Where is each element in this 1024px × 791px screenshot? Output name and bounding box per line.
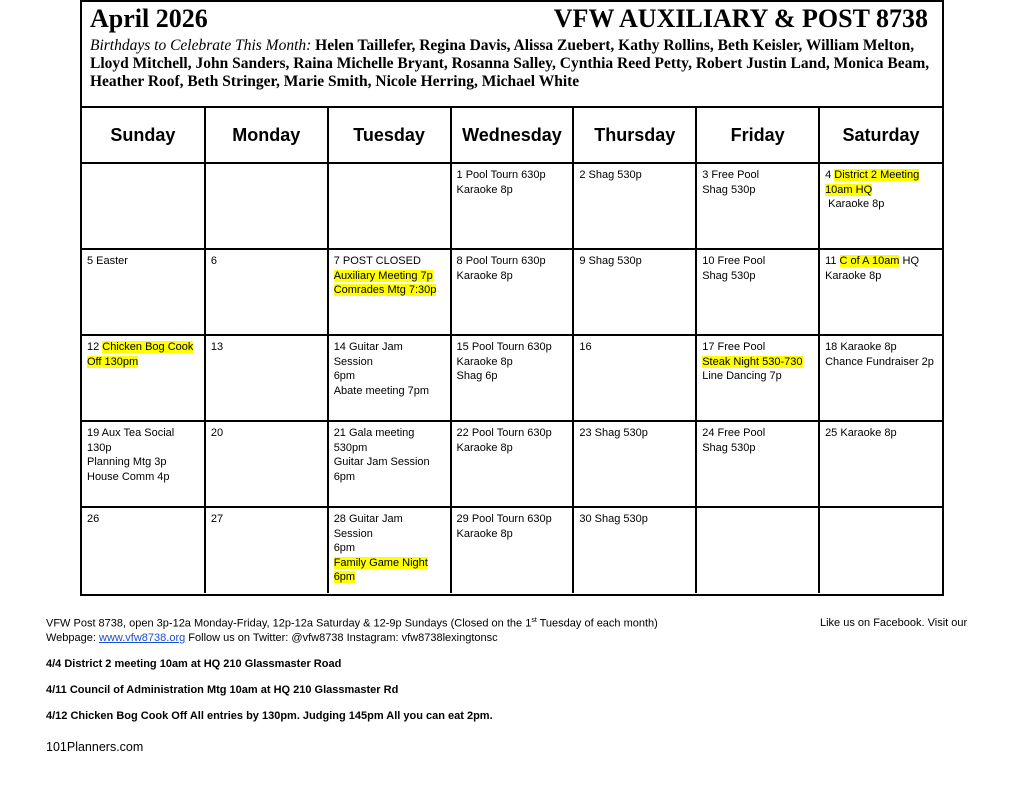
day-cell <box>328 163 451 249</box>
highlighted-event: C of A 10am <box>839 255 900 267</box>
event-text: 22 Pool Tourn 630p <box>456 427 552 439</box>
event-text: Karaoke 8p <box>456 269 513 282</box>
highlighted-event: 10am HQ <box>825 183 873 196</box>
credit-text: 101Planners.com <box>46 740 144 754</box>
day-cell <box>451 335 574 421</box>
event-line <box>334 455 445 470</box>
day-cell <box>451 163 574 249</box>
event-line <box>457 527 568 542</box>
event-text: 30 Shag 530p <box>579 513 648 525</box>
day-cell <box>819 249 942 335</box>
event-line <box>457 340 568 355</box>
day-cell <box>205 249 328 335</box>
event-text: 19 Aux Tea Social 130p <box>87 427 178 454</box>
event-text: Shag 6p <box>456 370 498 382</box>
event-line <box>87 340 199 355</box>
event-text: Chance Fundraiser 2p <box>825 355 934 368</box>
event-text: 2 Shag 530p <box>579 169 642 181</box>
day-cell <box>328 335 451 421</box>
event-text: 6pm <box>333 542 356 554</box>
highlighted-event: Steak Night 530-730 <box>702 355 803 368</box>
event-text: 1 Pool Tourn 630p <box>456 169 546 181</box>
event-line <box>457 254 568 269</box>
calendar <box>80 0 944 596</box>
event-text: 27 <box>210 513 224 525</box>
event-line <box>334 556 445 571</box>
event-line <box>334 384 445 399</box>
day-cell <box>573 249 696 335</box>
event-text: 13 <box>210 341 224 353</box>
note-chicken-bog: 4/12 Chicken Bog Cook Off All entries by 130pm. Judging 145pm All you can eat 2pm. <box>46 710 493 722</box>
event-line <box>825 355 937 370</box>
event-line <box>457 369 568 384</box>
event-line <box>825 340 937 355</box>
highlighted-event: 6pm <box>333 571 356 583</box>
day-cell <box>819 507 942 593</box>
day-cell <box>696 249 819 335</box>
event-line <box>579 168 690 183</box>
weekday-friday: Friday <box>696 108 819 163</box>
event-line <box>702 183 813 198</box>
day-cell <box>819 421 942 507</box>
event-line <box>457 426 568 441</box>
event-text: Shag 530p <box>702 269 756 282</box>
week-row <box>82 163 942 249</box>
event-text: 6pm <box>333 470 356 483</box>
event-line <box>825 197 937 212</box>
event-line <box>334 283 445 298</box>
event-line <box>702 441 813 456</box>
event-text: 23 Shag 530p <box>579 427 648 439</box>
day-cell <box>696 421 819 507</box>
event-line <box>334 570 445 585</box>
event-line <box>702 340 813 355</box>
event-text: Shag 530p <box>702 441 756 454</box>
event-text: 14 Guitar Jam Session <box>333 341 406 368</box>
weekday-header-row <box>82 108 942 163</box>
event-text: Karaoke 8p <box>456 183 513 196</box>
event-line <box>825 269 937 284</box>
event-line <box>334 441 445 456</box>
event-line <box>334 269 445 284</box>
facebook-text: Like us on Facebook. Visit our <box>820 617 968 629</box>
day-cell <box>205 335 328 421</box>
event-line <box>825 426 937 441</box>
webpage-link[interactable]: www.vfw8738.org <box>99 632 186 644</box>
birthday-list <box>90 37 940 91</box>
highlighted-event: Auxiliary Meeting 7p <box>333 269 433 282</box>
note-district-meeting: 4/4 District 2 meeting 10am at HQ 210 Glassmaster Road <box>46 658 342 670</box>
day-cell <box>328 249 451 335</box>
hours-text-b: Tuesday of each month) <box>536 617 658 630</box>
day-cell <box>451 507 574 593</box>
event-line <box>457 512 568 527</box>
day-cell <box>573 507 696 593</box>
event-line <box>579 340 690 355</box>
event-text: 10 Free Pool <box>702 255 766 267</box>
month-title: April 2026 <box>90 4 208 33</box>
event-text: 5 Easter <box>87 255 128 267</box>
event-line <box>702 426 813 441</box>
event-line <box>702 269 813 284</box>
event-text: Karaoke 8p <box>456 441 513 454</box>
webpage-label: Webpage: <box>46 632 100 644</box>
event-text: 6 <box>210 255 217 267</box>
event-line <box>457 355 568 370</box>
event-text: 4 <box>825 169 835 181</box>
event-line <box>334 541 445 556</box>
week-row <box>82 507 942 593</box>
highlighted-event: Chicken Bog Cook <box>102 341 194 353</box>
event-line <box>334 426 445 441</box>
social-text: Follow us on Twitter: @vfw8738 Instagram: vfw8738lexingtonsc <box>185 632 498 644</box>
event-line <box>825 168 937 183</box>
event-text: 8 Pool Tourn 630p <box>456 255 546 267</box>
hours-text-a: VFW Post 8738, open 3p-12a Monday-Friday, 12p-12a Saturday & 12-9p Sundays (Closed on the 1 <box>46 617 532 630</box>
calendar-grid <box>82 108 942 593</box>
birthday-label: Birthdays to Celebrate This Month: <box>90 37 312 54</box>
event-line <box>87 355 199 370</box>
event-line <box>702 254 813 269</box>
event-line <box>334 512 445 541</box>
day-cell <box>573 163 696 249</box>
event-line <box>579 254 690 269</box>
highlighted-event: Family Game Night <box>333 556 428 569</box>
event-line <box>211 254 322 269</box>
day-cell <box>573 421 696 507</box>
day-cell <box>205 507 328 593</box>
event-line <box>457 441 568 456</box>
event-text: Guitar Jam Session <box>333 456 430 468</box>
event-line <box>457 183 568 198</box>
day-cell <box>82 507 205 593</box>
event-line <box>211 340 322 355</box>
weekday-tuesday: Tuesday <box>328 108 451 163</box>
event-line <box>334 369 445 384</box>
event-text: 25 Karaoke 8p <box>825 427 897 439</box>
event-text: Shag 530p <box>702 183 756 196</box>
event-text: 15 Pool Tourn 630p <box>456 341 552 353</box>
event-line <box>579 512 690 527</box>
event-text: Abate meeting 7pm <box>333 384 430 397</box>
note-council-meeting: 4/11 Council of Administration Mtg 10am at HQ 210 Glassmaster Rd <box>46 684 399 696</box>
event-text: 3 Free Pool <box>702 169 760 181</box>
highlighted-event: Comrades Mtg 7:30p <box>333 284 437 296</box>
hours-text-sup: st <box>531 617 537 624</box>
day-cell <box>82 163 205 249</box>
event-text: 24 Free Pool <box>702 427 766 439</box>
event-text: Line Dancing 7p <box>702 370 782 382</box>
weekday-saturday: Saturday <box>819 108 942 163</box>
day-cell <box>205 421 328 507</box>
day-cell <box>328 421 451 507</box>
event-text: 12 <box>87 341 103 353</box>
event-line <box>211 426 322 441</box>
calendar-header <box>82 2 942 108</box>
event-text: HQ <box>899 255 920 267</box>
day-cell <box>819 163 942 249</box>
birthday-names: Helen Taillefer, Regina Davis, Alissa Zuebert, Kathy Rollins, Beth Keisler, William Melton, Lloyd Mitchell, John Sanders, Raina Michelle Bryant, Rosanna Salley, Cynthia Reed Petty, Robert Justin Land, Monica Beam, Heather Roof, Beth Stringer, Marie Smith, Nicole Herring, Michael White <box>90 37 930 90</box>
event-line <box>457 269 568 284</box>
event-text: Planning Mtg 3p <box>87 456 167 468</box>
organization-title: VFW AUXILIARY & POST 8738 <box>553 4 928 33</box>
event-text: Karaoke 8p <box>456 527 513 540</box>
event-text: Karaoke 8p <box>825 198 885 210</box>
event-line <box>702 369 813 384</box>
day-cell <box>573 335 696 421</box>
webpage-line <box>46 632 498 644</box>
event-text: 9 Shag 530p <box>579 255 642 267</box>
event-line <box>702 168 813 183</box>
event-text: 29 Pool Tourn 630p <box>456 513 552 525</box>
week-row <box>82 335 942 421</box>
day-cell <box>328 507 451 593</box>
week-row <box>82 421 942 507</box>
day-cell <box>696 163 819 249</box>
day-cell <box>205 163 328 249</box>
event-line <box>87 254 199 269</box>
event-line <box>825 254 937 269</box>
day-cell <box>451 249 574 335</box>
event-line <box>579 426 690 441</box>
event-text: 16 <box>579 341 592 353</box>
day-cell <box>451 421 574 507</box>
highlighted-event: District 2 Meeting <box>834 169 920 181</box>
event-text: 28 Guitar Jam Session <box>333 513 406 540</box>
event-text: Karaoke 8p <box>456 355 513 368</box>
event-text: 11 <box>825 255 840 267</box>
event-line <box>334 340 445 369</box>
day-cell <box>82 249 205 335</box>
event-text: 21 Gala meeting <box>333 427 415 439</box>
week-row <box>82 249 942 335</box>
event-line <box>87 455 199 470</box>
event-line <box>334 254 445 269</box>
event-text: Karaoke 8p <box>825 269 882 282</box>
event-text: 17 Free Pool <box>702 341 766 353</box>
event-text: 6pm <box>333 370 356 382</box>
event-text: 26 <box>87 513 100 525</box>
weekday-monday: Monday <box>205 108 328 163</box>
event-line <box>457 168 568 183</box>
weekday-wednesday: Wednesday <box>451 108 574 163</box>
event-line <box>87 426 199 455</box>
day-cell <box>696 335 819 421</box>
weekday-thursday: Thursday <box>573 108 696 163</box>
day-cell <box>82 335 205 421</box>
event-text: 18 Karaoke 8p <box>825 341 897 353</box>
event-text: 7 POST CLOSED <box>333 255 421 267</box>
event-line <box>211 512 322 527</box>
weekday-sunday: Sunday <box>82 108 205 163</box>
day-cell <box>819 335 942 421</box>
event-line <box>87 470 199 485</box>
hours-text <box>46 617 658 630</box>
event-line <box>87 512 199 527</box>
event-line <box>334 470 445 485</box>
day-cell <box>696 507 819 593</box>
highlighted-event: Off 130pm <box>87 355 139 368</box>
event-text: House Comm 4p <box>87 470 170 483</box>
day-cell <box>82 421 205 507</box>
event-text: 530pm <box>333 441 368 454</box>
event-line <box>702 355 813 370</box>
event-text: 20 <box>210 427 224 439</box>
event-line <box>825 183 937 198</box>
